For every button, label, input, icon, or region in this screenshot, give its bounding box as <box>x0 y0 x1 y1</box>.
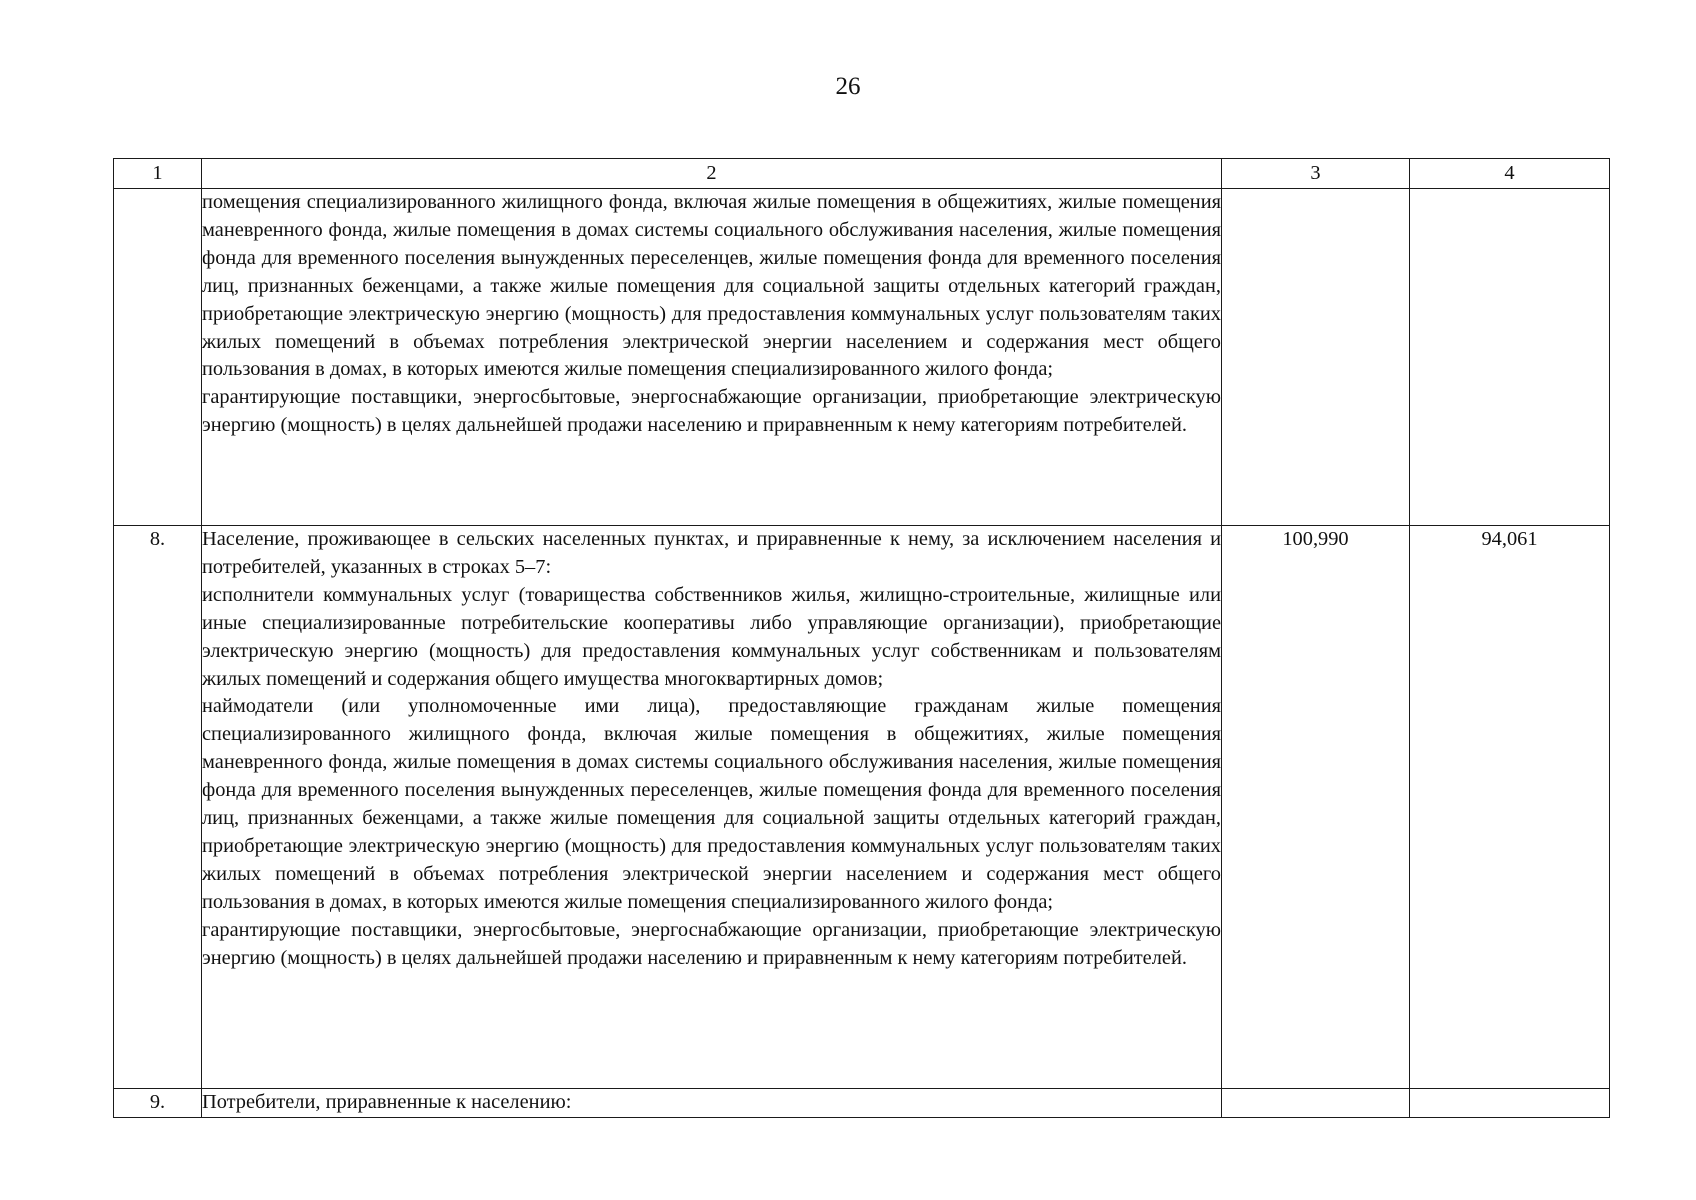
table-header-row <box>114 159 1610 189</box>
description-paragraph: гарантирующие поставщики, энергосбытовые, энергоснабжающие организации, приобретающие электрическую энергию (мощность) в целях дальнейшей продажи населению и приравненным к нему категориям потребителей. <box>202 386 1221 437</box>
column-header: 2 <box>202 159 1222 189</box>
tariff-table <box>113 158 1610 1118</box>
tariff-value-col3 <box>1222 189 1410 526</box>
row-description <box>202 526 1222 1089</box>
table-row <box>114 1089 1610 1118</box>
description-paragraph: исполнители коммунальных услуг (товарищества собственников жилья, жилищно-строительные, жилищные или иные специализированные потребительские кооперативы либо управляющие организации), приобретающие электрическую энергию (мощность) для предоставления коммунальных услуг собственникам и пользователям жилых помещений и содержания общего имущества многоквартирных домов; <box>202 583 1221 690</box>
description-paragraph: Население, проживающее в сельских населенных пунктах, и приравненные к нему, за исключением населения и потребителей, указанных в строках 5–7: <box>202 528 1221 578</box>
row-description <box>202 1089 1222 1118</box>
description-paragraph: гарантирующие поставщики, энергосбытовые, энергоснабжающие организации, приобретающие электрическую энергию (мощность) в целях дальнейшей продажи населению и приравненным к нему категориям потребителей. <box>202 918 1221 969</box>
row-number <box>114 189 202 526</box>
description-paragraph: Потребители, приравненные к населению: <box>202 1091 572 1113</box>
table-row <box>114 189 1610 526</box>
column-header: 3 <box>1222 159 1410 189</box>
tariff-value-col4: 94,061 <box>1410 526 1610 1089</box>
tariff-value-col4 <box>1410 189 1610 526</box>
row-number: 8. <box>114 526 202 1089</box>
row-number: 9. <box>114 1089 202 1118</box>
tariff-value-col4 <box>1410 1089 1610 1118</box>
table-row <box>114 526 1610 1089</box>
description-paragraph: помещения специализированного жилищного фонда, включая жилые помещения в общежитиях, жилые помещения маневренного фонда, жилые помещения в домах системы социального обслуживания населения, жилые помещения фонда для временного поселения вынужденных переселенцев, жилые помещения фонда для временного поселения лиц, признанных беженцами, а также жилые помещения для социальной защиты отдельных категорий граждан, приобретающие электрическую энергию (мощность) для предоставления коммунальных услуг пользователям таких жилых помещений в объемах потребления электрической энергии населением и содержания мест общего пользования в домах, в которых имеются жилые помещения специализированного жилого фонда; <box>202 191 1221 381</box>
page-number: 26 <box>835 73 861 100</box>
row-description <box>202 189 1222 526</box>
tariff-value-col3 <box>1222 1089 1410 1118</box>
description-paragraph: наймодатели (или уполномоченные ими лица), предоставляющие гражданам жилые помещения специализированного жилищного фонда, включая жилые помещения в общежитиях, жилые помещения маневренного фонда, жилые помещения в домах системы социального обслуживания населения, жилые помещения фонда для временного поселения вынужденных переселенцев, жилые помещения фонда для временного поселения лиц, признанных беженцами, а также жилые помещения для социальной защиты отдельных категорий граждан, приобретающие электрическую энергию (мощность) для предоставления коммунальных услуг пользователям таких жилых помещений в объемах потребления электрической энергии населением и содержания мест общего пользования в домах, в которых имеются жилые помещения специализированного жилого фонда; <box>202 695 1221 913</box>
column-header: 4 <box>1410 159 1610 189</box>
tariff-value-col3: 100,990 <box>1222 526 1410 1089</box>
column-header: 1 <box>114 159 202 189</box>
